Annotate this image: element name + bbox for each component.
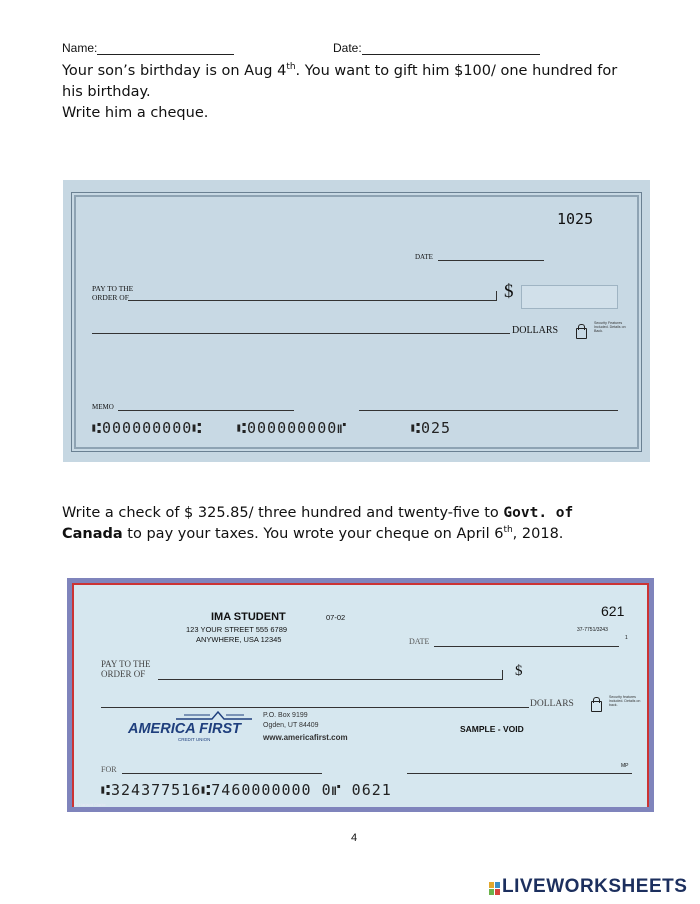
amount-box[interactable] [521,285,618,309]
date-label: Date: [333,41,362,55]
name-field[interactable] [62,41,234,55]
cheque-body [71,192,642,452]
micr-check-number: ⑆025 [411,419,452,437]
task2-instructions [62,503,662,545]
name-blank-line[interactable] [97,42,234,55]
page-number: 4 [351,832,358,844]
sample-cheque [67,578,654,812]
amount-words-line[interactable] [101,707,529,708]
task2-payee-part2: Canada [62,526,123,542]
routing-sub: 1 [625,635,628,641]
dollar-sign: $ [504,281,514,302]
pay-to-label: PAY TO THE ORDER OF [101,659,151,679]
task1-line2: his birthday. [62,84,151,100]
task2-line2-end: , 2018. [512,526,564,542]
liveworksheets-logo-icon [489,880,500,893]
routing-fraction: 37-7751/3243 [577,627,608,633]
signature-line[interactable] [407,773,632,774]
cheque-body [72,583,649,807]
dollar-sign: $ [515,663,523,679]
date-blank-line[interactable] [362,42,540,55]
cheque-number: 1025 [557,210,594,228]
task2-payee-part1: Govt. of [503,505,574,521]
bank-website: www.americafirst.com [263,733,348,742]
liveworksheets-brand[interactable]: LIVEWORKSHEETS [502,876,688,897]
date-line[interactable] [434,646,619,647]
task1-line1: Your son’s birthday is on Aug 4 [62,63,287,79]
cheque-footer-note: © Harland Clarke [75,802,106,807]
task2-sup: th [503,525,513,536]
task1-instructions [62,61,662,124]
payee-line[interactable] [158,679,502,680]
blank-cheque [63,180,650,462]
date-label: DATE [409,637,430,646]
task1-sup: th [286,62,296,73]
micr-routing: ⑆000000000⑆ [92,419,203,437]
payee-line[interactable] [128,300,496,301]
bank-name: AMERICA FIRST [128,721,242,737]
date-field[interactable] [333,41,540,55]
date-line[interactable] [438,260,544,261]
name-label: Name: [62,41,98,55]
amount-words-line[interactable] [92,333,510,334]
task2-line2: to pay your taxes. You wrote your cheque on April 6 [122,526,504,542]
micr-line: ⑆324377516⑆7460000000 0⑈ 0621 [101,781,392,799]
owner-name: IMA STUDENT [211,611,286,623]
payee-line-end [502,670,503,680]
for-label: FOR [101,765,117,774]
sample-void-label: SAMPLE - VOID [460,724,524,734]
memo-line[interactable] [122,773,322,774]
owner-code: 07-02 [326,613,346,622]
signature-line[interactable] [359,410,618,411]
pay-to-label: PAY TO THE ORDER OF [92,284,134,302]
memo-label: MEMO [92,403,114,411]
lock-icon [591,701,602,712]
owner-address-2: ANYWHERE, USA 12345 [196,635,282,644]
micr-account: ⑆000000000⑈ [237,419,348,437]
bank-subtitle: CREDIT UNION [178,737,211,742]
dollars-label: DOLLARS [512,325,559,336]
dollars-label: DOLLARS [530,699,574,709]
lock-icon [576,328,587,339]
task1-line1-end: . You want to gift him $100/ one hundred for [295,63,618,79]
security-note: Security Features Included. Details on Back. [594,321,626,333]
security-note: Security features included. Details on back. [609,695,641,707]
task2-line1: Write a check of $ 325.85/ three hundred and twenty-five to [62,505,504,521]
memo-line[interactable] [118,410,294,411]
mp-mark: MP [621,763,629,769]
bank-address-2: Ogden, UT 84409 [263,722,319,729]
owner-address-1: 123 YOUR STREET 555 6789 [186,625,288,634]
payee-line-end [496,291,497,301]
bank-address-1: P.O. Box 9199 [263,712,308,719]
task1-line3: Write him a cheque. [62,105,209,121]
cheque-number: 621 [601,603,625,619]
date-label: DATE [415,253,433,261]
